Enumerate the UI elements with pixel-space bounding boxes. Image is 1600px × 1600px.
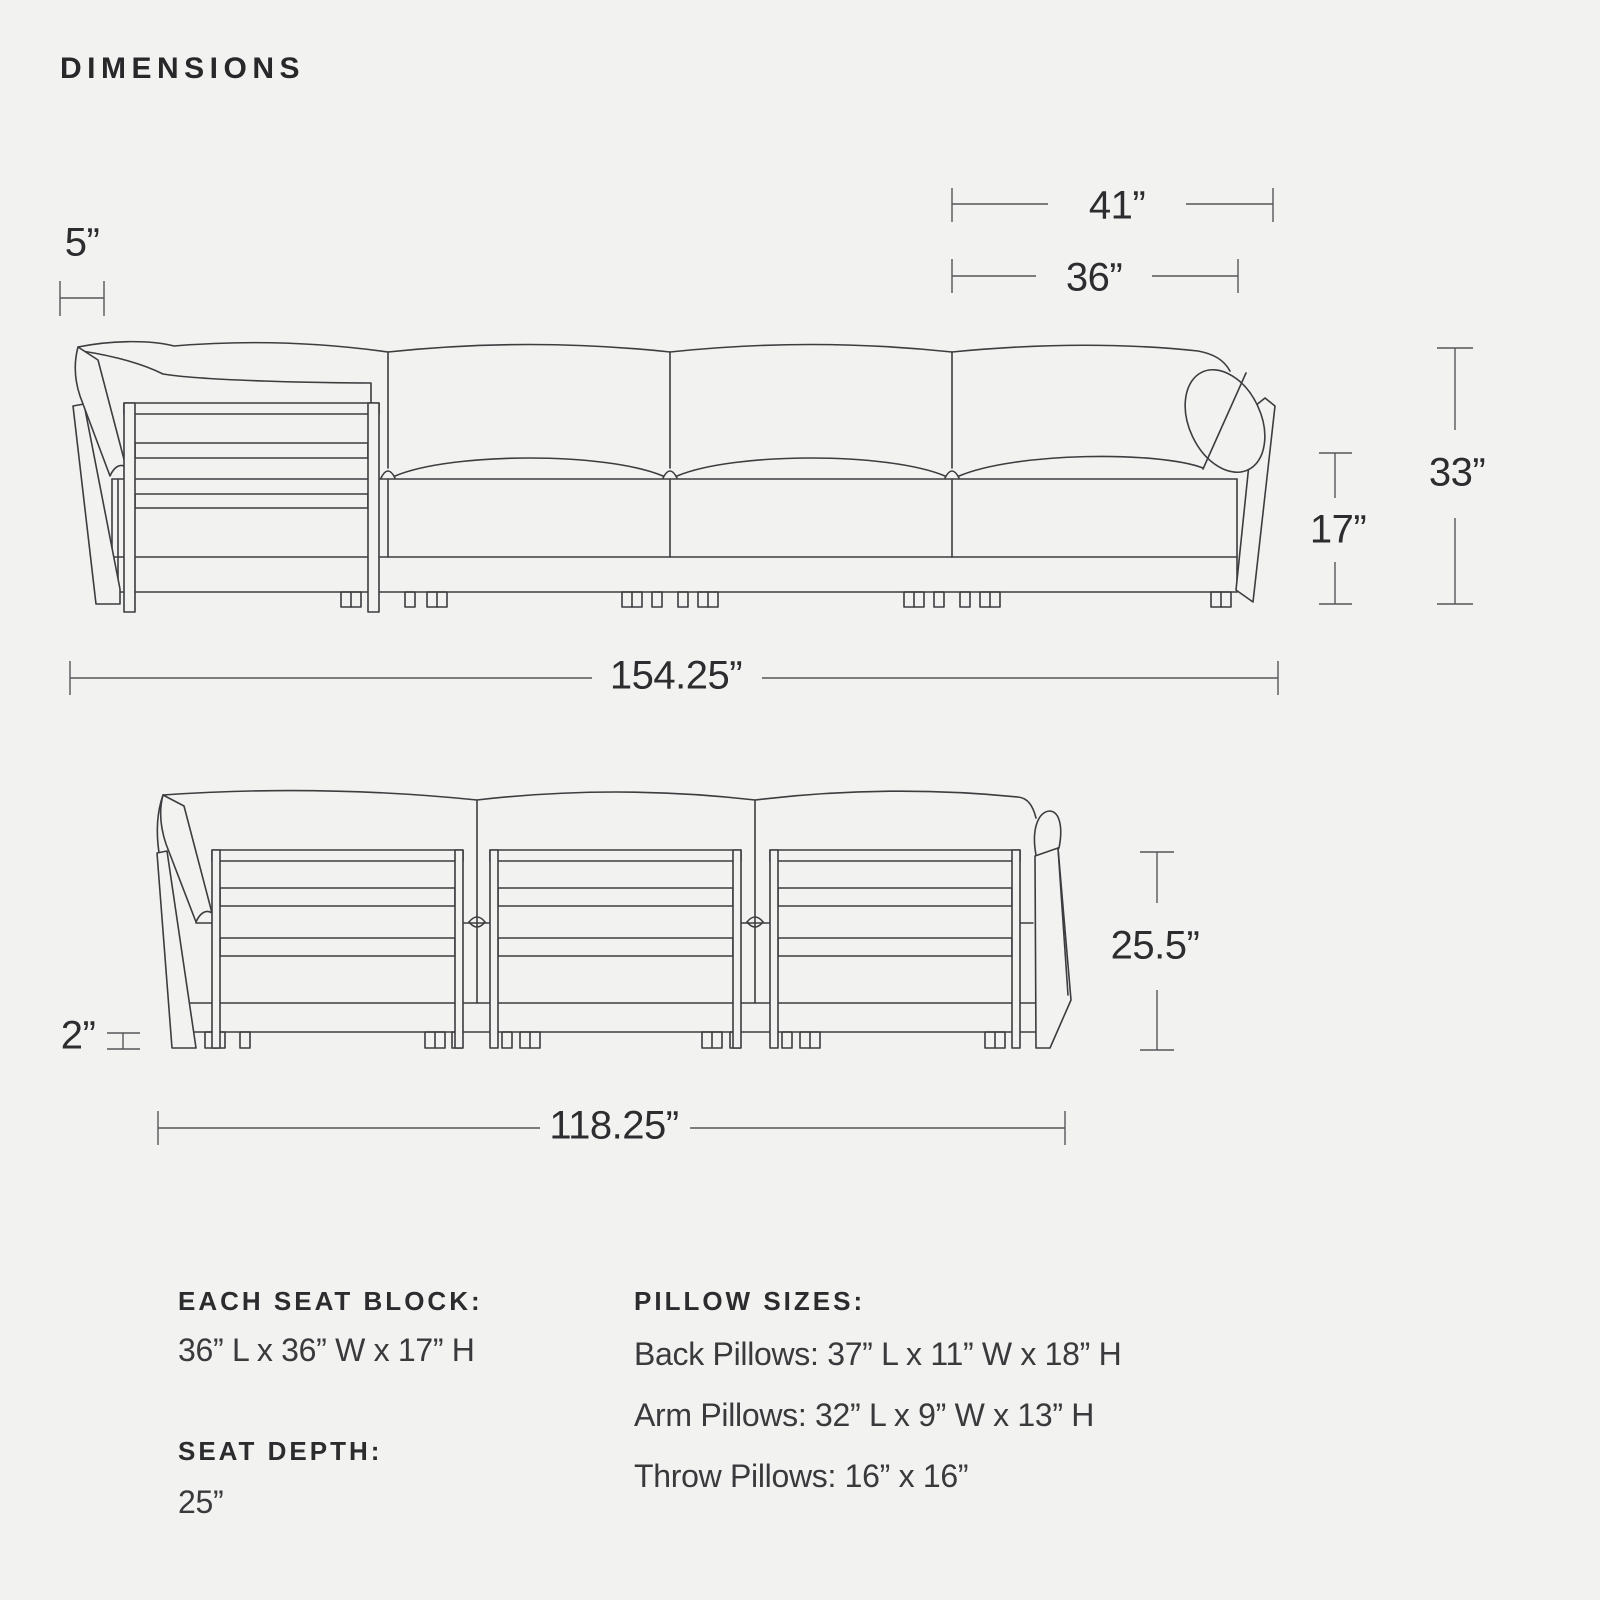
front-legs xyxy=(341,592,1231,607)
pillow-throw-spec: Throw Pillows: 16” x 16” xyxy=(634,1458,969,1494)
front-corner-frame xyxy=(124,403,379,612)
back-legs xyxy=(205,1032,1005,1048)
dim-label-leg-height: 2” xyxy=(60,1013,96,1058)
dim-label-seat-block-width: 36” xyxy=(1065,255,1123,300)
dim-line-arm-flare xyxy=(60,281,104,316)
dim-line-leg-height xyxy=(107,1033,140,1049)
seat-block-heading: EACH SEAT BLOCK: xyxy=(178,1286,483,1316)
sofa-front-elevation-drawing xyxy=(73,342,1280,612)
pillow-sizes-heading: PILLOW SIZES: xyxy=(634,1286,866,1316)
dim-label-arm-flare: 5” xyxy=(64,220,100,265)
pillow-arm-spec: Arm Pillows: 32” L x 9” W x 13” H xyxy=(634,1397,1095,1433)
page-title: DIMENSIONS xyxy=(60,52,306,85)
pillow-back-spec: Back Pillows: 37” L x 11” W x 18” H xyxy=(634,1336,1122,1372)
sofa-back-elevation-drawing xyxy=(157,791,1071,1048)
dim-label-back-height: 25.5” xyxy=(1110,923,1200,968)
back-frames xyxy=(212,850,1020,1048)
seat-depth-heading: SEAT DEPTH: xyxy=(178,1436,383,1466)
dim-label-overall-width: 154.25” xyxy=(609,653,743,698)
dim-label-overall-height: 33” xyxy=(1428,450,1486,495)
seat-block-value: 36” L x 36” W x 17” H xyxy=(178,1332,475,1368)
seat-depth-value: 25” xyxy=(178,1484,224,1520)
dim-label-end-block-width: 41” xyxy=(1088,183,1146,228)
dim-label-seat-height: 17” xyxy=(1309,507,1367,552)
dim-label-return-width: 118.25” xyxy=(549,1103,679,1148)
dimension-lines xyxy=(60,188,1473,1145)
